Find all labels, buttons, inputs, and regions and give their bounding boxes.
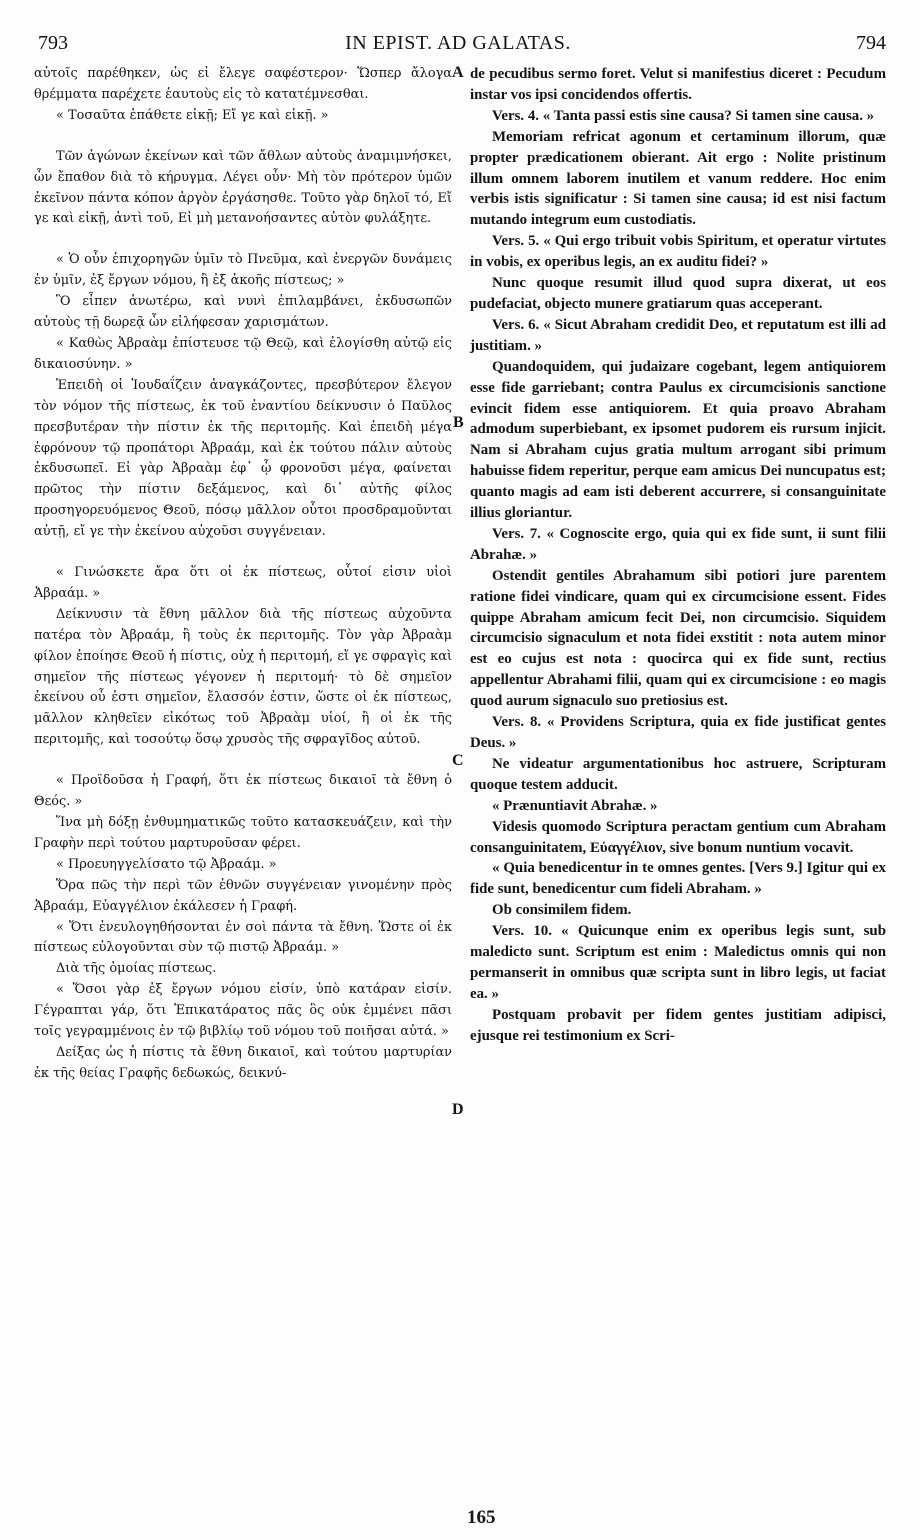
latin-verse: « Quia benedicentur in te omnes gentes. [Vers 9.] Igitur qui ex fide sunt, benedicentur cum fideli Abraham. » <box>470 860 886 898</box>
latin-paragraph: Memoriam refricat agonum et certaminum illorum, quæ propter prædicationem obierant. Ait ergo : Nolite pristinum illum omnem laborem inutilem et vanum reddere. Hoc enim verbis istis significatur : Si tamen sine causa; id est nisi factum mutando integrum eum custodiatis. <box>470 128 886 229</box>
section-marker-d: D <box>452 1101 464 1118</box>
greek-paragraph: Δείκνυσιν τὰ ἔθνη μᾶλλον διὰ τῆς πίστεως αὐχοῦντα πατέρα τὸν Ἀβραάμ, ἢ τοὺς ἐκ περιτομῆς. Τὸν γὰρ Ἀβραὰμ φίλον ἐποίησε Θεοῦ ἡ πίστις, οὐχ ἡ περιτομή, εἴ γε σφραγὶς καὶ σημεῖον τῆς πίστεως γέγονεν ἡ περιτομή· τὸ δὲ σημεῖον ἐκείνου οὗ ἐστι σημεῖον, ἔλασσόν ἐστιν, ὥστε οἱ ἐκ πίστεως, μᾶλλον κληθεῖεν εἰκότως τοῦ Ἀβραὰμ υἱοί, ἢ οἱ ἐκ τῆς περιτομῆς, καὶ τοσούτῳ ὅσῳ χρυσὸς τῆς σφραγῖδος αὐτοῦ. <box>34 606 452 748</box>
greek-paragraph: Δείξας ὡς ἡ πίστις τὰ ἔθνη δικαιοῖ, καὶ τούτου μαρτυρίαν ἐκ τῆς θείας Γραφῆς δεδωκώς, δεικνύ- <box>34 1044 452 1081</box>
latin-verse: Vers. 8. « Providens Scriptura, quia ex fide justificat gentes Deus. » <box>470 714 886 751</box>
page-number-right: 794 <box>856 32 886 54</box>
greek-paragraph: αὐτοῖς παρέθηκεν, ὡς εἰ ἔλεγε σαφέστερον· Ὥσπερ ἄλογα θρέμματα παρέχετε ἑαυτοὺς εἰς τὸ κατατέμνεσθαι. <box>34 66 452 102</box>
greek-verse: « Ὁ οὖν ἐπιχορηγῶν ὑμῖν τὸ Πνεῦμα, καὶ ἐνεργῶν δυνάμεις ἐν ὑμῖν, ἐξ ἔργων νόμου, ἢ ἐξ ἀκοῆς πίστεως; » <box>34 252 452 289</box>
greek-paragraph: Ὃ εἶπεν ἀνωτέρω, καὶ νυνὶ ἐπιλαμβάνει, ἐκδυσωπῶν αὐτοὺς τῇ δωρεᾷ ὧν εἰλήφεσαν χαρισμάτων. <box>34 294 452 331</box>
greek-verse: « Προϊδοῦσα ἡ Γραφή, ὅτι ἐκ πίστεως δικαιοῖ τὰ ἔθνη ὁ Θεός. » <box>34 773 452 810</box>
greek-verse: « Ὅτι ἐνευλογηθήσονται ἐν σοὶ πάντα τὰ ἔθνη. Ὥστε οἱ ἐκ πίστεως εὐλογοῦνται σὺν τῷ πιστῷ Ἀβραάμ. » <box>34 919 452 956</box>
page-number-left: 793 <box>38 32 68 54</box>
latin-verse: Vers. 5. « Qui ergo tribuit vobis Spiritum, et operatur virtutes in vobis, ex operibus legis, an ex auditu fidei? » <box>470 233 886 271</box>
greek-verse: « Τοσαῦτα ἐπάθετε εἰκῇ; Εἴ γε καὶ εἰκῇ. » <box>56 107 329 123</box>
latin-paragraph: Postquam probavit per fidem gentes justitiam adipisci, ejusque rei testimonium ex Scri- <box>470 1006 886 1044</box>
latin-verse: Vers. 7. « Cognoscite ergo, quia qui ex fide sunt, ii sunt filii Abrahæ. » <box>470 525 886 563</box>
greek-verse: « Ὅσοι γὰρ ἐξ ἔργων νόμου εἰσίν, ὑπὸ κατάραν εἰσίν. Γέγραπται γάρ, ὅτι Ἐπικατάρατος πᾶς ὃς οὐκ ἐμμένει πᾶσι τοῖς γεγραμμένοις ἐν τῷ βιβλίῳ τοῦ νόμου τοῦ ποιῆσαι αὐτά. » <box>34 982 452 1040</box>
latin-verse: Vers. 4. « Tanta passi estis sine causa? Si tamen sine causa. » <box>492 107 875 124</box>
latin-paragraph: Ostendit gentiles Abrahamum sibi potiori jure parentem ratione fidei vindicare, quam qui ex circumcisione essent. Fides quippe Abraham amicum fecit Dei, non circumcisio. Siquidem circumcisio signaculum et nota fidei exstitit : nota autem minor est eo cujus est nota : quocirca qui ex fide sunt, rectius appellentur Abrahami filii, quam qui ex circumcisione : eo magis quod aurum signaculo suo pretiosius est. <box>470 567 886 710</box>
latin-verse: Vers. 10. « Quicunque enim ex operibus legis sunt, sub maledicto sunt. Scriptum est enim : Maledictus omnis qui non permanserit in omnibus quæ scripta sunt in libro legis, ut faciat ea. » <box>470 923 886 1002</box>
greek-paragraph: Τῶν ἀγώνων ἐκείνων καὶ τῶν ἄθλων αὐτοὺς ἀναμιμνήσκει, ὧν ἔπαθον διὰ τὸ κήρυγμα. Λέγει οὖν· Μὴ τὸν πρότερον ὑμῶν ἐκεῖνον πάντα κόπον ἀργὸν ἐργάσησθε. Τοῦτο γὰρ δηλοῖ τό, Εἴ γε καὶ εἰκῇ, ἀντὶ τοῦ, Εἰ μὴ μετανοήσαντες αὐτὸν φυλάξητε. <box>34 148 452 227</box>
running-title: IN EPIST. AD GALATAS. <box>345 32 571 54</box>
latin-paragraph: Videsis quomodo Scriptura peractam gentium cum Abraham consanguinitatem, Εὐαγγέλιον, sive bonum nuntium vocavit. <box>470 818 886 856</box>
greek-verse: « Προευηγγελίσατο τῷ Ἀβραάμ. » <box>56 856 277 872</box>
section-marker-a: A <box>452 64 464 81</box>
latin-paragraph: Ob consimilem fidem. <box>492 902 632 919</box>
latin-paragraph: de pecudibus sermo foret. Velut si manifestius diceret : Pecudum instar vos ipsi concidendos offertis. <box>470 66 886 103</box>
section-marker-b: B <box>453 414 464 431</box>
signature-number: 165 <box>467 1507 496 1528</box>
latin-verse: « Prænuntiavit Abrahæ. » <box>492 797 658 814</box>
latin-verse: Vers. 6. « Sicut Abraham credidit Deo, et reputatum est illi ad justitiam. » <box>470 316 886 354</box>
greek-paragraph: Ἵνα μὴ δόξῃ ἐνθυμηματικῶς τοῦτο κατασκευάζειν, καὶ τὴν Γραφὴν περὶ τούτου μαρτυροῦσαν φέρει. <box>34 815 452 851</box>
greek-paragraph: Ὅρα πῶς τὴν περὶ τῶν ἐθνῶν συγγένειαν γινομένην πρὸς Ἀβραάμ, Εὐαγγέλιον ἐκάλεσεν ἡ Γραφή. <box>34 877 452 914</box>
latin-column <box>470 64 886 1047</box>
greek-column <box>34 64 452 1085</box>
section-marker-c: C <box>452 752 464 769</box>
latin-paragraph: Nunc quoque resumit illud quod supra dixerat, ut eos pudefaciat, objecto munere gratiarum quas acceperant. <box>470 275 886 312</box>
latin-paragraph: Quandoquidem, qui judaizare cogebant, legem antiquiorem esse fide garriebant; contra Paulus ex circumcisionis sanctione evincit fidem esse antiquiorem. Et quia proavo Abraham admodum superbiebant, ex ipsomet pudorem eis rursum injicit. Nam si Abraham cujus gratia multum arrogant sibi primum habuisse fidem reperitur, perque eam amicus Dei nuncupatus est; quanto magis ad eam isti deberent accurrere, si consanguinitate illius gloriantur. <box>470 358 886 522</box>
greek-paragraph: Διὰ τῆς ὁμοίας πίστεως. <box>56 961 217 977</box>
greek-paragraph: Ἐπειδὴ οἱ Ἰουδαΐζειν ἀναγκάζοντες, πρεσβύτερον ἔλεγον τὸν νόμον τῆς πίστεως, ἐκ τοῦ ἐναντίου δείκνυσιν ὁ Παῦλος πρεσβυτέραν τὴν πίστιν ἐκ τῆς περιτομῆς. Καὶ ἐπειδὴ μέγα ἐφρόνουν τῷ προπάτορι Ἀβραάμ, καὶ ἐκ τούτου πάλιν αὐτοὺς ἐκδυσωπεῖ. Εἰ γὰρ Ἀβραὰμ ἐφ᾽ ᾧ φρονοῦσι μέγα, φαίνεται πρῶτος τὴν πίστιν δεξάμενος, καὶ δι᾽ αὐτῆς φίλος προσηγορευόμενος Θεοῦ, πόσῳ μᾶλλον οὗτοι προσδραμοῦνται αὐτῇ, εἴ γε τὴν ἐκείνου αὐχοῦσι συγγένειαν. <box>34 377 452 540</box>
greek-verse: « Καθὼς Ἀβραὰμ ἐπίστευσε τῷ Θεῷ, καὶ ἐλογίσθη αὐτῷ εἰς δικαιοσύνην. » <box>34 335 452 372</box>
latin-paragraph: Ne videatur argumentationibus hoc astruere, Scripturam quoque testem adducit. <box>470 755 886 793</box>
greek-verse: « Γινώσκετε ἄρα ὅτι οἱ ἐκ πίστεως, οὗτοί εἰσιν υἱοὶ Ἀβραάμ. » <box>34 565 452 601</box>
page-header <box>30 32 886 58</box>
